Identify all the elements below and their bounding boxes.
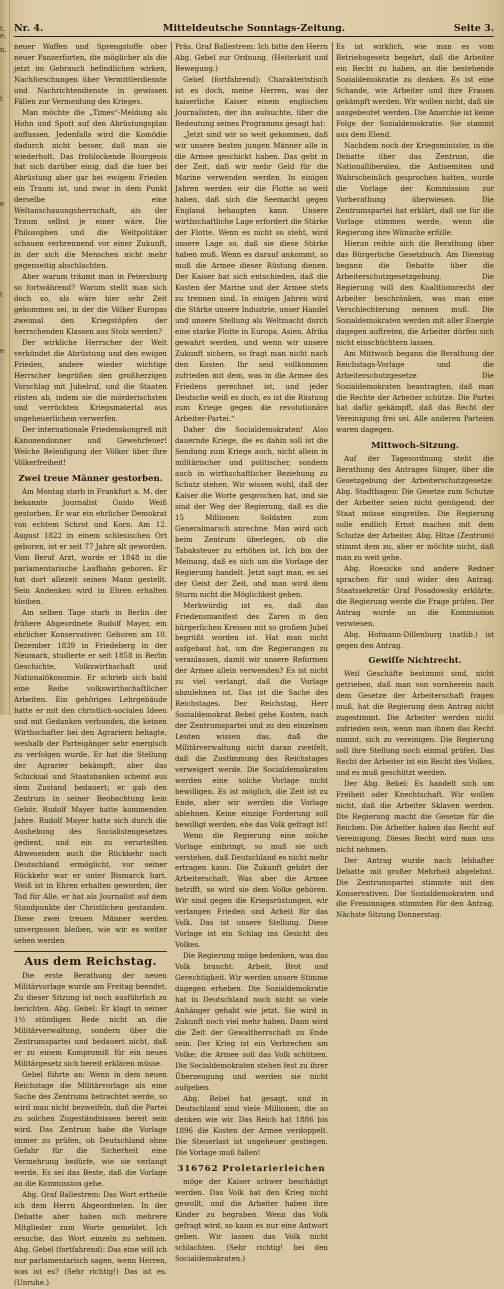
article-paragraph: Präs. Graf Ballestrem: Ich bitte den Herrn Abg. Gebel zur Ordnung. (Heiterkeit und Bewegung.) [175, 42, 328, 73]
article-paragraph: Abg. Roesicke und andere Redner sprachen für und wider den Antrag. Staatssekretär Graf Posadowsky erklärte, die Regierung werde die Frage prüfen. Der Antrag wurde an die Kommission verwiesen. [336, 563, 494, 628]
column-3 [336, 42, 494, 920]
article-paragraph: Die Regierung möge bedenken, was das Volk braucht: Arbeit, Brot und Gerechtigkeit. Wir werden unsere Stimme dagegen erheben. Die Sozialdemokratie hat in Deutschland noch nicht so viele Anhänger gehabt wie jetzt. Sie wird in Zukunft noch viel mehr haben. Dann wird die Zeit der Gewaltherrschaft zu Ende sein. Der Krieg ist ein Verbrechen am Volke; die Armee soll das Volk schützen. Die Socialdemokraten stehen fest zu ihrer Überzeugung und werden sie nicht aufgeben. [175, 951, 328, 1092]
article-paragraph: Auf der Tagesordnung steht die Berathung des Antrages Singer, über die Gesetzgebung der Arbeiterschutzgesetze. Abg. Stadthagen: Die Gesetze zum Schutze der Arbeiter seien nicht genügend; der Staat müsse eingreifen. Die Regierung solle endlich Ernst machen mit dem Schutze der Arbeiter. Abg. Hitze (Zentrum) stimmt dem zu, aber er möchte nicht, daß man zu weit gehe. [336, 454, 494, 562]
article-paragraph: Am selben Tage starb in Berlin der frühere Abgeordnete Rudolf Mayer, ein ehrlicher Konservativer. Geboren am 10. Dezember 1839 in Friedeberg in der Neumark, studierte er seit 1858 in Berlin Geschichte, Volkswirthschaft und Nationalökonomie. Er schrieb sich bald eine Reihe volkswirthschaftlicher Arbeiten. Ein gehöriges Lehrgebäude hatte er mit den christlich-socialen Ideen und mit Gedanken verbunden, die keinen Wirthschafter bei den Agrariern behagte, weshalb der Parteigänger sehr energisch zu verfolgen wurde. Er hat die Stellung der Agrarier bekämpft, aber das Schicksal und Staatsbanken scheint aus dem Zustand bedauert; er gab den Zentrum in seiner Beobachtung kein Gehör. Rudolf Mayer hatte kommenden Jahre. Rudolf Mayer hatte sich durch die Aushebung des Socialistengesetzes gedient, und ein zu verurteilten Abwesenden auch die Rückkehr nach Deutschland ermöglicht, vor seiner Rückkehr war er unter Bismarck hart. Weiß ist in Ehren erhalten geworden, der Tod für Alle, er hat als Journalist auf dem Standpunkte der Christlichen gestanden. Diese zwei treuen Männer werden unvergessen bleiben, wie wir es weiter sehen werden. [14, 607, 167, 946]
section-heading: Aus dem Reichstag. [24, 954, 157, 969]
page-number: Seite 3. [453, 23, 494, 34]
article-paragraph: Hieran reihte sich die Berathung über das Bürgerliche Gesetzbuch. Am Dienstag begann die Debatte über die Arbeiterschutzgesetzgebung. Die Regierung will den Koalitionsrecht der Arbeiter beschränken, was man eine Verschlechterung nennen muß. Die Sozialdemokraten werden mit aller Energie dagegen auftreten, die Arbeiter dürfen sich nicht einschüchtern lassen. [336, 239, 494, 347]
article-paragraph: Am Montag starb in Frankfurt a. M. der bekannte Journalist Guido Weiß gestorben. Er war ein ehrlicher Demokrat von echtem Schrot und Korn. Am 12. August 1822 in einem schlesischen Ort geboren, ist er seit 77 Jahre alt geworden. Vom Beruf Arzt, wurde er 1848 in die parlamentarische Laufbahn geboren. Er hat dort allezeit seinen Mann gestellt. Sein Andenken wird in Ehren erhalten bleiben. [14, 487, 167, 606]
article-paragraph: Weil Geschäfte bestimmt sind, nicht getrieben, daß man von vornherein nach dem Gesetze der Arbeiterschaft fragen muß, hat die Regierung dem Antrag nicht zugestimmt. Die Arbeiter werden nicht zufrieden sein, wenn man ihnen das Recht nimmt, sich zu vereinigen. Die Regierung soll ihre Stellung noch einmal prüfen. Das Recht der Arbeiter ist ein Recht des Volkes, und es muß geschützt werden. [336, 669, 494, 778]
section-heading: 316762 Proletarierleichen [177, 1164, 326, 1175]
article-paragraph: Daher die Socialdemokraten! Also dauernde Kriege, die es dahin soll ist die Sendung zum Kriege auch, nicht allein in militärischer und politischer, sondern auch in wirthschaftlicher Beziehung zu Schutz stehen. Wir wissen wohl, daß der Kaiser die Worte gesprochen hat, und sie sind der Weg der Regierung, daß es die 15 Millionen Soldaten zum Generalmarsch anrechne. Man wird sich beim Zentrum überlegen, ob die Tabaksteuer zu erhöhen ist. Ich bin der Meinung, daß es sich um die Vorlage der Regierung handelt. Jetzt sagt man, es sei der Geist der Zeit, und man wird dem Sturm nicht die Möglichkeit geben. [175, 425, 328, 599]
article-paragraph: Die erste Berathung der neuen Militärvorlage wurde am Freitag beendet. Zu dieser Sitzung ist noch ausführlich zu berichten. Abg. Gebel: Er klagt in seiner 1½ stündigen Rede nicht an die Militärverwaltung, sondern über die Zentrumspartei und bedauert nicht, daß er zu einem Kompromiß für ein neues Militärgesetz sich bereit erklären müsse. [14, 971, 167, 1068]
section-heading: Mittwoch-Sitzung. [371, 441, 459, 452]
article-paragraph: Abg. Bebel hat gesagt, und in Deutschland sind viele Millionen, die so denken wie wir. Das Reich hat 1886 bis 1896 die Kosten der Armee verdoppelt. Die Steuerlast ist ungeheuer gestiegen. Die Vorlage muß fallen! [175, 1093, 328, 1158]
adjacent-page-text: t. e, n. t e t e [0, 25, 7, 355]
column-1 [14, 42, 167, 1287]
article-paragraph: neuer Waffen und Sprengstoffe ober neuer Panzerforten, die möglicher als die jetzt im Gebrauch befindlichen wirken, Nachforschungen über Vermittlerdienste und Nachrichtendienste in gewissen Fällen zur Vermeidung des Krieges. [14, 42, 167, 106]
issue-number: Nr. 4. [14, 23, 44, 34]
article-paragraph: Merkwürdig ist es, daß das Friedensmanifest des Zaren in den bürgerlichen Kreisen mit so großem Jubel begrüßt worden ist. Hat man nicht aufgebaut hat, um die Regierungen zu veranlassen, damit wir unsere Reformen der Armee allein verwenden? Es ist nicht zu viel verlangt, daß die Vorlage abzulehnen ist. Das ist die Sache des Reichstages. Der Reichstag, Herr Sozialdemokrat Bebel gehe Kosten, nach der Zentrumspartei und zu den einzelnen Leuten wissen das, daß die Militärverwaltung nicht daran zweifelt, daß die Zustimmung des Reichstages verweigert werde. Die Socialdemokraten werden eine solche Vorlage nicht bewilligen. Es ist möglich, die Zeit ist zu Ende, aber wir werden die Vorlage ablehnen. Keine einzige Forderung soll bewilligt werden, ehe das Volk gefragt ist! [175, 600, 328, 829]
article-paragraph: „Jetzt sind wir so weit gekommen, daß wir unsere besten jungen Männer alle in die Armee geschickt haben. Das geht in der Zeit, daß wir mehr Geld für die Marine verwenden werden. In einigen Jahren werden wir die Flotte so weit haben, daß sich die Seemacht gegen England behaupten kann. Unsere wirthschaftliche Lage erfordert die Stärke der Flotte. Wenn es nicht so steht, wird unsere Lage so, daß sie diese Stärke haben muß. Wenn es darauf ankommt, so muß die Armee dieser Rüstung dienen. Der Kaiser hat sich entschieden, daß die Kosten der Marine und der Armee stets zu trennen sind. In einigen Jahren wird die Stärke unsere Industrie, unser Handel und unsere Stellung als Weltmacht durch eine starke Flotte in Europa, Asien, Afrika gewahrt werden, und wenn wir unsere Zukunft sichern, so fragt man nicht nach den Kosten. Ihr seid vollkommen zufrieden mit dem, was in die Armee des Friedens gerechnet ist, und jeder Deutsche weiß es doch, es ist die Rüstung zum Kriege gegen die revolutionäre Arbeiter-Partei.“ [175, 129, 328, 424]
article-paragraph: Wenn die Regierung eine solche Vorlage einbringt, so muß sie sich verstehen, daß Deutschland es nicht mehr ertragen kann. Die Zukunft gehört der Arbeiterschaft. Was aber die Armee betrifft, so wird sie dem Volke gehören. Wir sind gegen die Kriegsrüstungen, wir verlangen Frieden und Arbeit für das Volk. Das ist unsere Stellung. Diese Vorlage ist ein Schlag ins Gesicht des Volkes. [175, 830, 328, 950]
column-2 [175, 42, 328, 1263]
article-paragraph: Nachdem noch der Kriegsminister, in die Debatte über das Zentrum, die Nationalliberalen, die Antisemiten und Wahrscheinlich gesprochen hatten, wurde die Vorlage der Kommission zur Vorberathung überwiesen. Die Zentrumspartei hat erklärt, daß sie für die Vorlage stimmen werde, wenn die Regierung ihre Wünsche erfülle. [336, 140, 494, 238]
column-rule [332, 42, 333, 710]
section-divider [14, 951, 167, 952]
article-paragraph: Am Mittwoch begann die Berathung der Reichstags-Vorlage und die Arbeiterschutzgesetze. Die Sozialdemokraten beantragten, daß man die Rechte der Arbeiter schütze. Die Partei hat dafür gekämpft, daß das Recht der Vereinigung frei sei. Alle anderen Parteien waren dagegen. [336, 348, 494, 435]
article-paragraph: Abg. Hofmann-Dillenburg (natlib.) ist gegen den Antrag. [336, 629, 494, 650]
newspaper-title: Mitteldeutsche Sonntags-Zeitung. [162, 23, 346, 34]
article-paragraph: Der Abg. Bebel: Es handelt sich um Freiheit oder Knechtschaft. Wir wollen nicht, daß die Arbeiter Sklaven werden. Die Regierung macht die Gesetze für die Reichen. Die Arbeiter haben das Recht auf Vereinigung. Dieses Recht wird man uns nicht nehmen. [336, 779, 494, 854]
article-paragraph: Man möchte die „Times“-Meldung als Hohn und Spott auf den Abrüstungsplan auffassen. Jedenfalls wird die Komödie dadurch nicht besser, daß man sie wiederholt. Das frohlockende Bourgeois hat sich darüber einig, daß die hier bei Abrüstung aber gar bei ewigem Frieden ein Traum ist, und zwar in dem Punkt derselbe eine Weltanschauungsherrschaft, als der Traum selbst je einer wäre. Die Philosophen und die Weltpolitiker schauen verbrennend vor einer Zukunft, in der sich die Menschen nicht mehr gegenseitig abschlachten. [14, 107, 167, 271]
article-paragraph: Gebel führte an: Wenn in dem neuen Reichstage die Militärvorlage als eine Sache des Zentrums betrachtet werde, so wird man nicht bezweifeln, daß die Partei zu solchen Zugeständnissen bereit sein wird. Das Zentrum habe die Vorlage immer zu prüfen, ob Deutschland ohne Gefahr für die Sicherheit eine Vermehrung bedürfe, wie sie verlangt werde. Es sei das Beste, daß die Vorlage an die Kommission gehe. [14, 1069, 167, 1189]
article-paragraph: Der internationale Friedenskongreß mit Kanonendonner und Gewehrfeuer! Welche Beleidigung der Völker über ihre Völkerfreiheit! [14, 425, 167, 468]
article-paragraph: Der wirkliche Herrscher der Welt verkündet die Abrüstung und den ewigen Frieden, andere wieder wichtige Herrscher begrüßen den großherzigen Vorschlag mit Jubelruf, und die Staaten rüsten ab, indem sie die mörderischsten und verrückten Kriegsmaterial aus ungeheuerlichem verwerfen. [14, 337, 167, 424]
article-paragraph: Der Antrag wurde nach lebhafter Debatte mit großer Mehrheit abgelehnt. Die Zentrumspartei stimmte mit den Konservativen. Die Sozialdemokraten und die Freisinnigen stimmten für den Antrag. Nächste Sitzung Donnerstag. [336, 855, 494, 920]
page-header [14, 22, 494, 37]
article-paragraph: Gebel (fortfahrend): Charakteristisch ist es doch, meine Herren, was der kaiserliche Kaiser einem englischen Journalisten, der ihn aufsuchte, über die Bedeutung seines Programms gesagt hat: [175, 74, 328, 128]
section-heading: Zwei treue Männer gestorben. [18, 474, 163, 485]
article-paragraph: Es ist wirklich, wie man es vom Betriebsgesetz begehrt, daß die Arbeiter ein Recht zu haben, an die bestehende Sozialdemokratie zu denken. Es ist eine Schande, wie Arbeiter und ihre Frauen gekämpft werden. Wir wollen nicht, daß sie ausgebeutet werden. Die Anarchie ist keine Folge der Sozialdemokratie. Sie stammt aus dem Elend. [336, 42, 494, 139]
article-paragraph: möge der Kaiser schwer beschädigt werden. Das Volk hat den Krieg nicht gewollt, und die Arbeiter haben ihre Kinder zu begraben. Wenn das Volk gefragt wird, so kann es nur eine Antwort geben. Wir lassen das Volk nicht schlachten. (Sehr richtig! bei den Socialdemokraten.) [175, 1177, 328, 1263]
article-paragraph: Aber warum träumt man in Petersburg so fortwährend? Warum stellt man sich doch so, als wäre hier sehr Zeit gekommen sei, in der die Völker Europas zweimal den Kriegstöpfen der herrschenden Klassen aus Stolz werden? [14, 272, 167, 336]
article-paragraph: Abg. Graf Ballestrem: Das Wort ertheile ich dem Herrn Abgeordneten. In der Debatte aber haben sich mehrere Mitglieder zum Worte gemeldet. Ich ersuche, das Wort einzeln zu nehmen. Abg. Gebel (fortfahrend): Das eine will ich nur parlamentarisch sagen, wenn Herren, was ist es? (Sehr richtig!) Das ist es. (Unruhe.) [14, 1190, 167, 1287]
adjacent-page-edge [0, 0, 10, 715]
section-heading: Gewiſſe Nichtrecht. [368, 656, 462, 667]
column-rule [171, 42, 172, 710]
